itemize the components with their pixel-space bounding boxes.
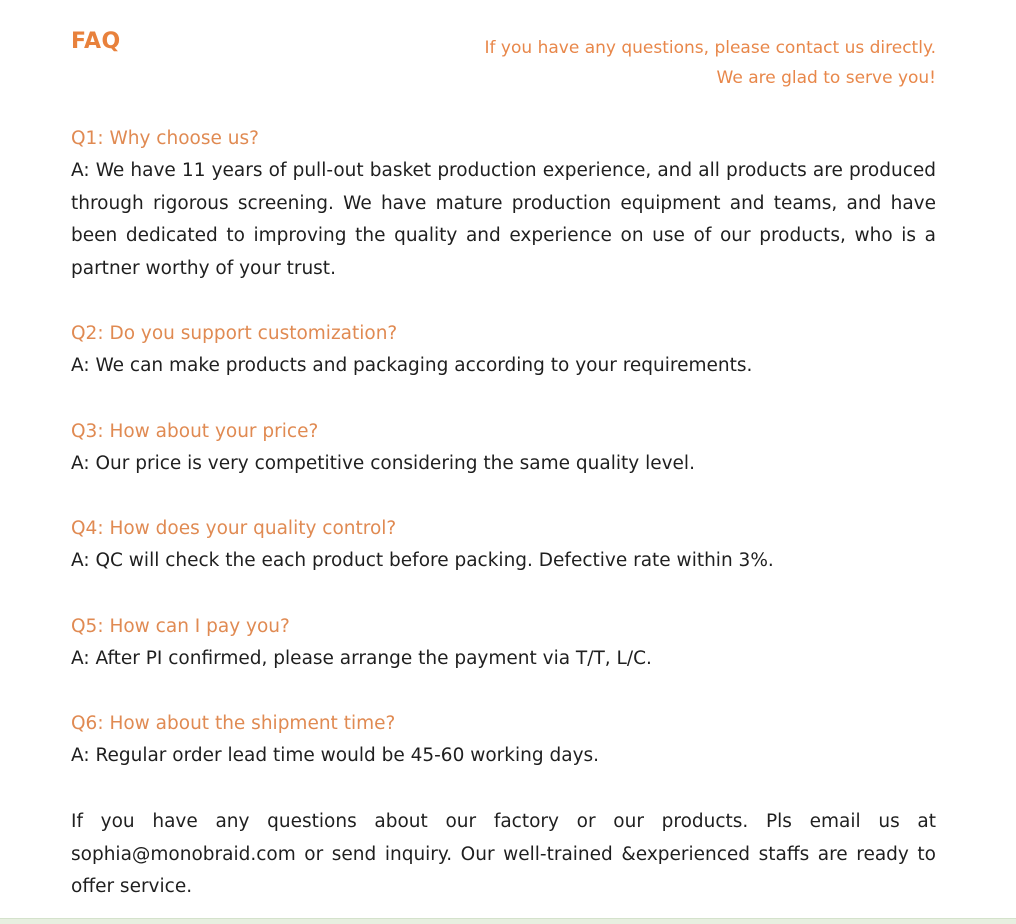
question: Q5: How can I pay you?: [71, 616, 290, 637]
contact-tagline: [485, 33, 936, 93]
question: Q3: How about your price?: [71, 421, 319, 442]
page-title: FAQ: [71, 29, 121, 54]
question: Q6: How about the shipment time?: [71, 713, 396, 734]
faq-item-5: [71, 611, 936, 676]
faq-item-3: [71, 416, 936, 481]
question: Q2: Do you support customization?: [71, 323, 398, 344]
closing-text-after: or send inquiry. Our well-trained &experienced staffs are ready to offer service.: [71, 843, 936, 897]
answer: A: Regular order lead time would be 45-60 working days.: [71, 745, 600, 766]
email-link[interactable]: sophia@monobraid.com: [71, 843, 296, 865]
closing-text-before: If you have any questions about our factory or our products. Pls email us at: [71, 811, 936, 832]
tagline-line-1: If you have any questions, please contact us directly.: [484, 38, 936, 58]
faq-item-4: [71, 513, 936, 578]
question: Q4: How does your quality control?: [71, 518, 397, 539]
answer: A: QC will check the each product before packing. Defective rate within 3%.: [71, 550, 774, 571]
faq-header: [71, 0, 936, 110]
faq-item-1: [71, 123, 936, 285]
faq-page: [71, 0, 936, 897]
faq-item-6: [71, 708, 936, 773]
answer: A: We have 11 years of pull-out basket production experience, and all products are produced through rigorous screening. We have mature production equipment and teams, and have been dedicated to improving the quality and experience on use of our products, who is a partner worthy of your trust.: [71, 160, 936, 279]
answer: A: Our price is very competitive considering the same quality level.: [71, 453, 695, 474]
tagline-line-2: We are glad to serve you!: [716, 68, 936, 88]
bottom-divider: [0, 918, 1016, 924]
question: Q1: Why choose us?: [71, 128, 259, 149]
faq-item-2: [71, 318, 936, 383]
answer: A: After PI confirmed, please arrange the payment via T/T, L/C.: [71, 648, 652, 669]
answer: A: We can make products and packaging according to your requirements.: [71, 355, 753, 376]
closing-paragraph: [71, 806, 936, 904]
